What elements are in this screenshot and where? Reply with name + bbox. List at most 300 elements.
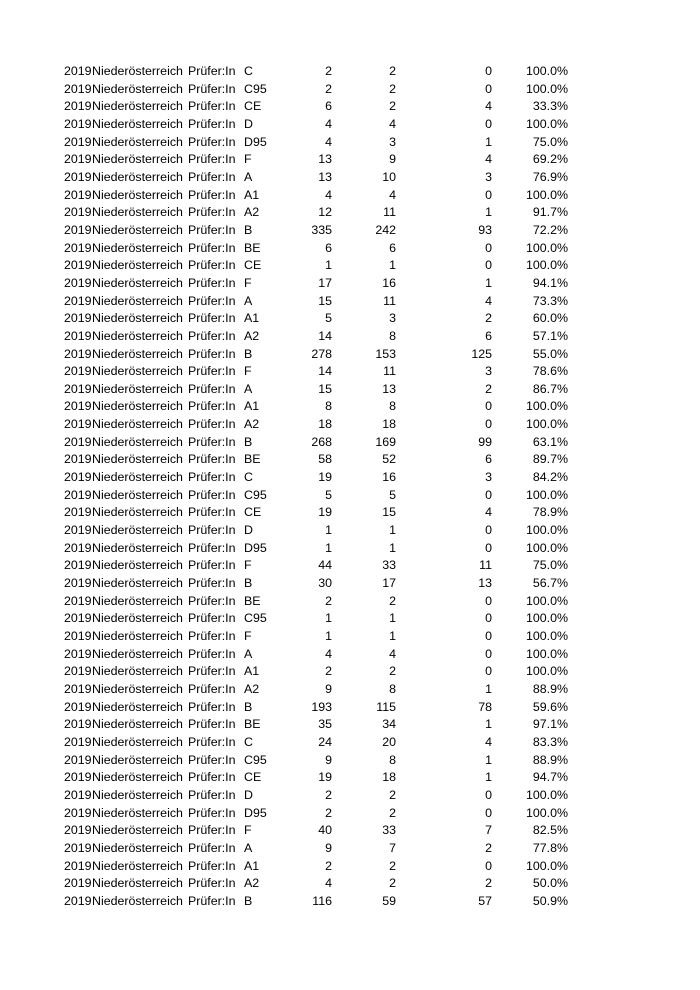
role-cell: Prüfer:In xyxy=(188,611,236,626)
pass-rate-cell: 100.0% xyxy=(525,187,568,202)
role-cell: Prüfer:In xyxy=(188,699,236,714)
region-cell: Niederösterreich xyxy=(92,540,183,555)
license-class-cell: D95 xyxy=(244,540,267,555)
failed-cell: 0 xyxy=(485,787,492,802)
region-cell: Niederösterreich xyxy=(92,434,183,449)
passed-cell: 2 xyxy=(389,99,396,114)
table-row xyxy=(64,363,568,381)
table-row xyxy=(64,275,568,293)
pass-rate-cell: 100.0% xyxy=(525,611,568,626)
passed-cell: 2 xyxy=(389,787,396,802)
pass-rate-cell: 59.6% xyxy=(532,699,568,714)
passed-cell: 1 xyxy=(389,540,396,555)
license-class-cell: CE xyxy=(244,258,262,273)
table-row xyxy=(64,557,568,575)
pass-rate-cell: 97.1% xyxy=(532,717,568,732)
license-class-cell: A xyxy=(244,840,253,855)
pass-rate-cell: 100.0% xyxy=(525,858,568,873)
total-cell: 4 xyxy=(325,187,332,202)
table-row xyxy=(64,310,568,328)
license-class-cell: C xyxy=(244,64,253,78)
year-cell: 2019 xyxy=(64,646,92,661)
role-cell: Prüfer:In xyxy=(188,646,236,661)
total-cell: 5 xyxy=(325,487,332,502)
table-row xyxy=(64,840,568,858)
table-row xyxy=(64,575,568,593)
license-class-cell: A xyxy=(244,646,253,661)
role-cell: Prüfer:In xyxy=(188,205,236,220)
year-cell: 2019 xyxy=(64,64,92,78)
table-row xyxy=(64,858,568,876)
year-cell: 2019 xyxy=(64,664,92,679)
passed-cell: 169 xyxy=(375,434,396,449)
table-body xyxy=(64,63,568,911)
passed-cell: 2 xyxy=(389,64,396,78)
year-cell: 2019 xyxy=(64,576,92,591)
passed-cell: 18 xyxy=(382,417,396,432)
year-cell: 2019 xyxy=(64,823,92,838)
table-row xyxy=(64,628,568,646)
role-cell: Prüfer:In xyxy=(188,275,236,290)
role-cell: Prüfer:In xyxy=(188,470,236,485)
failed-cell: 3 xyxy=(485,364,492,379)
region-cell: Niederösterreich xyxy=(92,81,183,96)
total-cell: 58 xyxy=(318,452,332,467)
pass-rate-cell: 100.0% xyxy=(525,540,568,555)
pass-rate-cell: 100.0% xyxy=(525,64,568,78)
failed-cell: 0 xyxy=(485,64,492,78)
pass-rate-cell: 78.6% xyxy=(532,364,568,379)
total-cell: 8 xyxy=(325,399,332,414)
table-row xyxy=(64,134,568,152)
region-cell: Niederösterreich xyxy=(92,64,183,78)
license-class-cell: A1 xyxy=(244,311,260,326)
role-cell: Prüfer:In xyxy=(188,805,236,820)
region-cell: Niederösterreich xyxy=(92,187,183,202)
table-row xyxy=(64,522,568,540)
pass-rate-cell: 82.5% xyxy=(532,823,568,838)
failed-cell: 3 xyxy=(485,470,492,485)
failed-cell: 4 xyxy=(485,734,492,749)
total-cell: 268 xyxy=(311,434,332,449)
role-cell: Prüfer:In xyxy=(188,364,236,379)
role-cell: Prüfer:In xyxy=(188,99,236,114)
license-class-cell: B xyxy=(244,576,253,591)
total-cell: 35 xyxy=(318,717,332,732)
role-cell: Prüfer:In xyxy=(188,346,236,361)
total-cell: 6 xyxy=(325,240,332,255)
total-cell: 4 xyxy=(325,876,332,891)
total-cell: 1 xyxy=(325,258,332,273)
pass-rate-cell: 69.2% xyxy=(532,152,568,167)
year-cell: 2019 xyxy=(64,169,92,184)
table-row xyxy=(64,328,568,346)
passed-cell: 16 xyxy=(382,470,396,485)
license-class-cell: BE xyxy=(244,593,261,608)
table-row xyxy=(64,240,568,258)
table-row xyxy=(64,787,568,805)
region-cell: Niederösterreich xyxy=(92,222,183,237)
year-cell: 2019 xyxy=(64,629,92,643)
role-cell: Prüfer:In xyxy=(188,681,236,696)
license-class-cell: D95 xyxy=(244,134,267,149)
role-cell: Prüfer:In xyxy=(188,64,236,78)
year-cell: 2019 xyxy=(64,346,92,361)
license-class-cell: B xyxy=(244,893,253,908)
role-cell: Prüfer:In xyxy=(188,222,236,237)
failed-cell: 2 xyxy=(485,876,492,891)
region-cell: Niederösterreich xyxy=(92,858,183,873)
table-row xyxy=(64,893,568,911)
pass-rate-cell: 100.0% xyxy=(525,787,568,802)
license-class-cell: F xyxy=(244,152,252,167)
license-class-cell: C95 xyxy=(244,611,267,626)
region-cell: Niederösterreich xyxy=(92,717,183,732)
region-cell: Niederösterreich xyxy=(92,99,183,114)
role-cell: Prüfer:In xyxy=(188,452,236,467)
pass-rate-cell: 72.2% xyxy=(532,222,568,237)
region-cell: Niederösterreich xyxy=(92,346,183,361)
pass-rate-cell: 75.0% xyxy=(532,134,568,149)
license-class-cell: A xyxy=(244,381,253,396)
role-cell: Prüfer:In xyxy=(188,399,236,414)
passed-cell: 2 xyxy=(389,876,396,891)
license-class-cell: B xyxy=(244,346,253,361)
total-cell: 6 xyxy=(325,99,332,114)
license-class-cell: B xyxy=(244,434,253,449)
failed-cell: 0 xyxy=(485,593,492,608)
passed-cell: 8 xyxy=(389,752,396,767)
license-class-cell: F xyxy=(244,275,252,290)
table-row xyxy=(64,769,568,787)
failed-cell: 93 xyxy=(478,222,492,237)
passed-cell: 3 xyxy=(389,134,396,149)
role-cell: Prüfer:In xyxy=(188,876,236,891)
pass-rate-cell: 100.0% xyxy=(525,593,568,608)
pass-rate-cell: 57.1% xyxy=(532,328,568,343)
role-cell: Prüfer:In xyxy=(188,734,236,749)
pass-rate-cell: 73.3% xyxy=(532,293,568,308)
license-class-cell: F xyxy=(244,558,252,573)
pass-rate-cell: 100.0% xyxy=(525,258,568,273)
passed-cell: 20 xyxy=(382,734,396,749)
table-row xyxy=(64,346,568,364)
license-class-cell: A xyxy=(244,169,253,184)
total-cell: 12 xyxy=(318,205,332,220)
table-row xyxy=(64,151,568,169)
year-cell: 2019 xyxy=(64,752,92,767)
year-cell: 2019 xyxy=(64,381,92,396)
pass-rate-cell: 100.0% xyxy=(525,805,568,820)
total-cell: 14 xyxy=(318,364,332,379)
region-cell: Niederösterreich xyxy=(92,381,183,396)
passed-cell: 34 xyxy=(382,717,396,732)
total-cell: 116 xyxy=(312,893,332,908)
total-cell: 2 xyxy=(325,593,332,608)
table-row xyxy=(64,293,568,311)
total-cell: 335 xyxy=(311,222,332,237)
license-class-cell: D xyxy=(244,116,253,131)
pass-rate-cell: 63.1% xyxy=(532,434,568,449)
year-cell: 2019 xyxy=(64,187,92,202)
total-cell: 18 xyxy=(318,417,332,432)
region-cell: Niederösterreich xyxy=(92,328,183,343)
passed-cell: 16 xyxy=(382,275,396,290)
table-row xyxy=(64,381,568,399)
table-row xyxy=(64,487,568,505)
pass-rate-cell: 75.0% xyxy=(532,558,568,573)
year-cell: 2019 xyxy=(64,558,92,573)
role-cell: Prüfer:In xyxy=(188,523,236,538)
failed-cell: 4 xyxy=(485,152,492,167)
total-cell: 13 xyxy=(318,152,332,167)
table-row xyxy=(64,81,568,99)
table-row xyxy=(64,169,568,187)
table-row xyxy=(64,593,568,611)
failed-cell: 1 xyxy=(485,717,492,732)
year-cell: 2019 xyxy=(64,134,92,149)
year-cell: 2019 xyxy=(64,787,92,802)
table-row xyxy=(64,451,568,469)
failed-cell: 11 xyxy=(479,558,492,573)
year-cell: 2019 xyxy=(64,470,92,485)
license-class-cell: F xyxy=(244,629,252,643)
region-cell: Niederösterreich xyxy=(92,893,183,908)
table-row xyxy=(64,681,568,699)
role-cell: Prüfer:In xyxy=(188,293,236,308)
pass-rate-cell: 100.0% xyxy=(525,417,568,432)
failed-cell: 4 xyxy=(485,293,492,308)
passed-cell: 11 xyxy=(383,293,396,308)
pass-rate-cell: 88.9% xyxy=(532,681,568,696)
passed-cell: 2 xyxy=(389,81,396,96)
passed-cell: 3 xyxy=(389,311,396,326)
year-cell: 2019 xyxy=(64,611,92,626)
region-cell: Niederösterreich xyxy=(92,576,183,591)
pass-rate-cell: 100.0% xyxy=(525,629,568,643)
license-class-cell: A2 xyxy=(244,205,260,220)
region-cell: Niederösterreich xyxy=(92,399,183,414)
pass-rate-cell: 100.0% xyxy=(525,240,568,255)
passed-cell: 52 xyxy=(382,452,396,467)
failed-cell: 0 xyxy=(485,81,492,96)
year-cell: 2019 xyxy=(64,116,92,131)
passed-cell: 10 xyxy=(382,169,396,184)
pass-rate-cell: 33.3% xyxy=(532,99,568,114)
passed-cell: 4 xyxy=(389,116,396,131)
pass-rate-cell: 94.7% xyxy=(532,770,568,785)
pass-rate-cell: 94.1% xyxy=(532,275,568,290)
pass-rate-cell: 100.0% xyxy=(525,523,568,538)
table-row xyxy=(64,187,568,205)
total-cell: 4 xyxy=(325,646,332,661)
passed-cell: 2 xyxy=(389,593,396,608)
total-cell: 278 xyxy=(311,346,332,361)
role-cell: Prüfer:In xyxy=(188,258,236,273)
region-cell: Niederösterreich xyxy=(92,169,183,184)
role-cell: Prüfer:In xyxy=(188,505,236,520)
table-row xyxy=(64,875,568,893)
total-cell: 14 xyxy=(318,328,332,343)
failed-cell: 1 xyxy=(485,752,492,767)
passed-cell: 8 xyxy=(389,681,396,696)
role-cell: Prüfer:In xyxy=(188,593,236,608)
total-cell: 9 xyxy=(325,752,332,767)
table-row xyxy=(64,805,568,823)
region-cell: Niederösterreich xyxy=(92,275,183,290)
year-cell: 2019 xyxy=(64,258,92,273)
pass-rate-cell: 55.0% xyxy=(532,346,568,361)
total-cell: 19 xyxy=(318,470,332,485)
passed-cell: 1 xyxy=(389,611,396,626)
passed-cell: 11 xyxy=(383,364,396,379)
passed-cell: 1 xyxy=(389,523,396,538)
failed-cell: 1 xyxy=(485,205,492,220)
table-row xyxy=(64,98,568,116)
pass-rate-cell: 100.0% xyxy=(525,399,568,414)
failed-cell: 125 xyxy=(471,346,492,361)
passed-cell: 2 xyxy=(389,805,396,820)
passed-cell: 8 xyxy=(389,328,396,343)
role-cell: Prüfer:In xyxy=(188,717,236,732)
failed-cell: 0 xyxy=(485,646,492,661)
role-cell: Prüfer:In xyxy=(188,629,236,643)
license-class-cell: A2 xyxy=(244,681,260,696)
passed-cell: 4 xyxy=(389,187,396,202)
license-class-cell: C95 xyxy=(244,487,267,502)
license-class-cell: BE xyxy=(244,717,261,732)
total-cell: 1 xyxy=(325,611,332,626)
region-cell: Niederösterreich xyxy=(92,417,183,432)
total-cell: 2 xyxy=(325,664,332,679)
failed-cell: 0 xyxy=(485,240,492,255)
year-cell: 2019 xyxy=(64,717,92,732)
year-cell: 2019 xyxy=(64,858,92,873)
failed-cell: 57 xyxy=(478,893,492,908)
total-cell: 9 xyxy=(325,840,332,855)
pass-rate-cell: 89.7% xyxy=(532,452,568,467)
pass-rate-cell: 100.0% xyxy=(525,664,568,679)
passed-cell: 4 xyxy=(389,646,396,661)
total-cell: 17 xyxy=(318,275,332,290)
pass-rate-cell: 60.0% xyxy=(532,311,568,326)
passed-cell: 115 xyxy=(376,699,396,714)
year-cell: 2019 xyxy=(64,523,92,538)
failed-cell: 0 xyxy=(485,116,492,131)
passed-cell: 153 xyxy=(375,346,396,361)
total-cell: 13 xyxy=(318,169,332,184)
failed-cell: 0 xyxy=(485,540,492,555)
pass-rate-cell: 76.9% xyxy=(532,169,568,184)
failed-cell: 1 xyxy=(485,275,492,290)
region-cell: Niederösterreich xyxy=(92,364,183,379)
table-row xyxy=(64,398,568,416)
year-cell: 2019 xyxy=(64,81,92,96)
role-cell: Prüfer:In xyxy=(188,576,236,591)
year-cell: 2019 xyxy=(64,734,92,749)
role-cell: Prüfer:In xyxy=(188,540,236,555)
region-cell: Niederösterreich xyxy=(92,240,183,255)
region-cell: Niederösterreich xyxy=(92,699,183,714)
passed-cell: 242 xyxy=(375,222,396,237)
region-cell: Niederösterreich xyxy=(92,823,183,838)
table-row xyxy=(64,752,568,770)
failed-cell: 0 xyxy=(485,664,492,679)
table-row xyxy=(64,257,568,275)
year-cell: 2019 xyxy=(64,275,92,290)
region-cell: Niederösterreich xyxy=(92,805,183,820)
total-cell: 2 xyxy=(325,858,332,873)
license-class-cell: CE xyxy=(244,505,262,520)
passed-cell: 11 xyxy=(383,205,396,220)
license-class-cell: CE xyxy=(244,99,262,114)
role-cell: Prüfer:In xyxy=(188,893,236,908)
failed-cell: 0 xyxy=(485,258,492,273)
license-class-cell: C95 xyxy=(244,752,267,767)
table-row xyxy=(64,663,568,681)
pass-rate-cell: 100.0% xyxy=(525,646,568,661)
year-cell: 2019 xyxy=(64,222,92,237)
passed-cell: 8 xyxy=(389,399,396,414)
region-cell: Niederösterreich xyxy=(92,876,183,891)
region-cell: Niederösterreich xyxy=(92,752,183,767)
passed-cell: 15 xyxy=(382,505,396,520)
license-class-cell: A1 xyxy=(244,858,260,873)
license-class-cell: A1 xyxy=(244,399,260,414)
region-cell: Niederösterreich xyxy=(92,523,183,538)
pass-rate-cell: 86.7% xyxy=(532,381,568,396)
year-cell: 2019 xyxy=(64,399,92,414)
role-cell: Prüfer:In xyxy=(188,558,236,573)
failed-cell: 0 xyxy=(485,611,492,626)
year-cell: 2019 xyxy=(64,311,92,326)
table-row xyxy=(64,699,568,717)
total-cell: 15 xyxy=(318,381,332,396)
role-cell: Prüfer:In xyxy=(188,752,236,767)
role-cell: Prüfer:In xyxy=(188,240,236,255)
failed-cell: 0 xyxy=(485,417,492,432)
table-row xyxy=(64,610,568,628)
year-cell: 2019 xyxy=(64,893,92,908)
failed-cell: 0 xyxy=(485,187,492,202)
role-cell: Prüfer:In xyxy=(188,823,236,838)
year-cell: 2019 xyxy=(64,364,92,379)
passed-cell: 5 xyxy=(389,487,396,502)
region-cell: Niederösterreich xyxy=(92,258,183,273)
role-cell: Prüfer:In xyxy=(188,664,236,679)
license-class-cell: D xyxy=(244,523,253,538)
failed-cell: 0 xyxy=(485,805,492,820)
year-cell: 2019 xyxy=(64,805,92,820)
region-cell: Niederösterreich xyxy=(92,470,183,485)
passed-cell: 1 xyxy=(389,258,396,273)
region-cell: Niederösterreich xyxy=(92,611,183,626)
table-row xyxy=(64,734,568,752)
passed-cell: 18 xyxy=(382,770,396,785)
pass-rate-cell: 83.3% xyxy=(532,734,568,749)
license-class-cell: A1 xyxy=(244,664,260,679)
region-cell: Niederösterreich xyxy=(92,558,183,573)
failed-cell: 0 xyxy=(485,629,492,643)
role-cell: Prüfer:In xyxy=(188,328,236,343)
license-class-cell: BE xyxy=(244,452,261,467)
total-cell: 5 xyxy=(325,311,332,326)
table-row xyxy=(64,222,568,240)
region-cell: Niederösterreich xyxy=(92,134,183,149)
year-cell: 2019 xyxy=(64,540,92,555)
failed-cell: 13 xyxy=(478,576,492,591)
role-cell: Prüfer:In xyxy=(188,487,236,502)
